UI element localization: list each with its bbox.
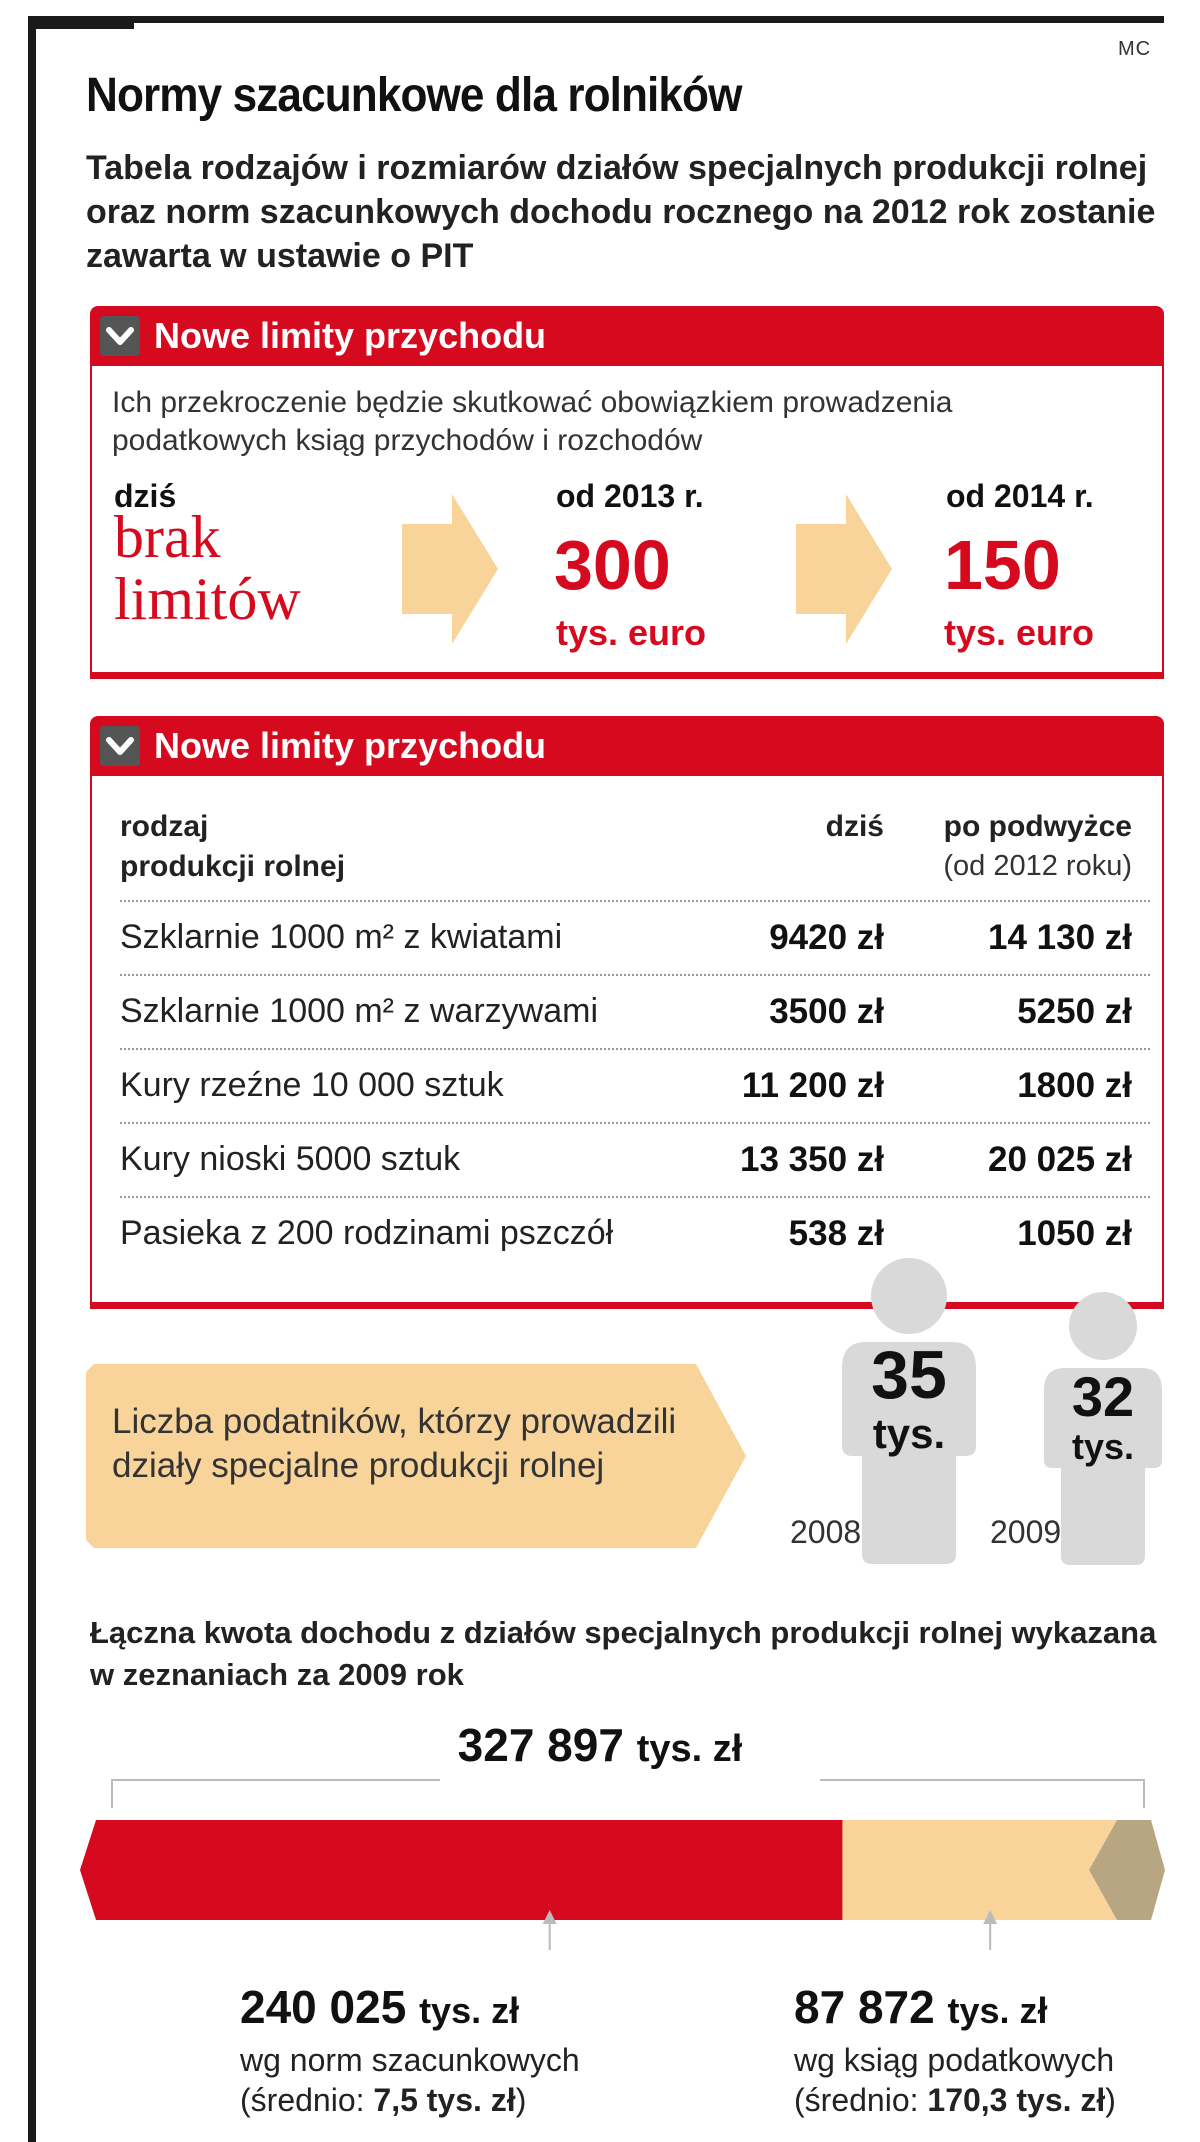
row-category: Szklarnie 1000 m² z kwiatami <box>120 918 563 956</box>
panel-table-title: Nowe limity przychodu <box>154 725 547 766</box>
income-books-label: wg ksiąg podatkowych <box>794 2042 1115 2078</box>
row-after-value: 20 025 zł <box>988 1140 1132 1179</box>
row-category: Kury nioski 5000 sztuk <box>120 1140 461 1178</box>
income-norms-average <box>240 2080 580 2120</box>
limit-today-label: dziś <box>114 478 177 514</box>
row-today-value: 538 zł <box>788 1214 884 1253</box>
income-chart-title: Łączna kwota dochodu z działów specjalnych produkcji rolnej wykazana w zeznaniach za 2009 rok <box>90 1615 1157 1692</box>
income-total-value: 327 897 <box>457 1719 624 1771</box>
income-norms-desc <box>240 2040 580 2120</box>
row-divider <box>120 1122 1150 1124</box>
panel-limits-body <box>90 366 1164 674</box>
avg-prefix: (średnio: <box>794 2082 928 2118</box>
panel-limits-header <box>90 306 1164 366</box>
row-divider <box>120 1196 1150 1198</box>
taxpayers-2009-value: 32 <box>1071 1365 1135 1428</box>
arrow-right-icon <box>796 494 892 644</box>
page-subtitle: Tabela rodzajów i rozmiarów działów specjalnych produkcji rolnej oraz norm szacunkowych dochodu rocznego na 2012 rok zostanie zawarta w ustawie o PIT <box>86 149 1156 275</box>
bar-segment-norms <box>80 1820 843 1920</box>
table-header-category-2: produkcji rolnej <box>120 850 346 883</box>
taxpayers-callout-text: Liczba podatników, którzy prowadzili działy specjalne produkcji rolnej <box>112 1402 677 1485</box>
row-category: Kury rzeźne 10 000 sztuk <box>120 1066 504 1104</box>
row-today-value: 13 350 zł <box>740 1140 884 1179</box>
row-divider <box>120 1048 1150 1050</box>
avg-suffix: ) <box>515 2082 527 2118</box>
limit-today-value <box>114 506 301 630</box>
income-total-unit: tys. zł <box>636 1728 743 1770</box>
row-today-value: 3500 zł <box>769 992 884 1031</box>
income-books-value <box>794 1980 1048 2034</box>
taxpayers-2009-unit: tys. <box>1071 1426 1135 1467</box>
chevron-down-icon <box>100 316 140 356</box>
norms-table <box>90 776 1164 1304</box>
table-header-today: dziś <box>825 810 884 843</box>
total-bracket-left <box>112 1780 440 1808</box>
income-norms-unit: tys. zł <box>419 1990 520 2031</box>
row-category: Szklarnie 1000 m² z warzywami <box>120 992 599 1030</box>
limit-2014-unit: tys. euro <box>944 612 1095 653</box>
table-header-after-sub: (od 2012 roku) <box>943 850 1132 882</box>
panel-limits-title: Nowe limity przychodu <box>154 315 547 356</box>
row-after-value: 14 130 zł <box>988 918 1132 957</box>
limit-2014-value: 150 <box>944 526 1061 604</box>
bar-segment-books <box>842 1820 1117 1920</box>
avg-value: 7,5 tys. zł <box>373 2082 516 2118</box>
avg-value: 170,3 tys. zł <box>927 2082 1106 2118</box>
taxpayers-2008-value: 35 <box>871 1337 947 1413</box>
panel-table-header <box>90 716 1164 776</box>
row-today-value: 9420 zł <box>769 918 884 957</box>
row-divider <box>120 900 1150 902</box>
income-norms-number: 240 025 <box>240 1981 407 2033</box>
frame-corner-block <box>28 16 134 29</box>
frame-top-rule <box>28 16 1164 23</box>
row-after-value: 1050 zł <box>1017 1214 1132 1253</box>
taxpayers-2009-year: 2009 <box>990 1514 1062 1550</box>
total-bracket-right <box>820 1780 1144 1808</box>
income-total <box>0 1718 1200 1772</box>
limits-description: Ich przekroczenie będzie skutkować obowiązkiem prowadzenia podatkowych ksiąg przychodów i rozchodów <box>112 386 953 457</box>
avg-prefix: (średnio: <box>240 2082 374 2118</box>
limit-2013-value: 300 <box>554 526 671 604</box>
row-divider <box>120 974 1150 976</box>
row-today-value: 11 200 zł <box>741 1066 884 1105</box>
table-header-after: po podwyżce <box>943 810 1132 843</box>
row-after-value: 5250 zł <box>1017 992 1132 1031</box>
limit-2014-label: od 2014 r. <box>946 478 1094 514</box>
avg-suffix: ) <box>1105 2082 1116 2118</box>
income-norms-label: wg norm szacunkowych <box>240 2042 580 2078</box>
income-books-desc <box>794 2040 1116 2120</box>
row-after-value: 1800 zł <box>1017 1066 1132 1105</box>
limit-2013-label: od 2013 r. <box>556 478 704 514</box>
income-books-number: 87 872 <box>794 1981 935 2033</box>
chevron-down-icon <box>100 726 140 766</box>
income-norms-value <box>240 1980 519 2034</box>
limit-today-line2: limitów <box>114 566 301 632</box>
limit-2013-unit: tys. euro <box>556 612 707 653</box>
taxpayers-2008-unit: tys. <box>872 1410 946 1457</box>
arrow-right-icon <box>402 494 498 644</box>
income-books-unit: tys. zł <box>947 1990 1048 2031</box>
table-header-category-1: rodzaj <box>120 810 209 843</box>
page-title: Normy szacunkowe dla rolników <box>86 69 742 122</box>
income-books-average <box>794 2080 1116 2120</box>
author-credit: MC <box>1118 38 1152 60</box>
taxpayers-2008-year: 2008 <box>790 1514 862 1550</box>
row-category: Pasieka z 200 rodzinami pszczół <box>120 1214 614 1252</box>
limit-today-line1: brak <box>114 504 221 570</box>
